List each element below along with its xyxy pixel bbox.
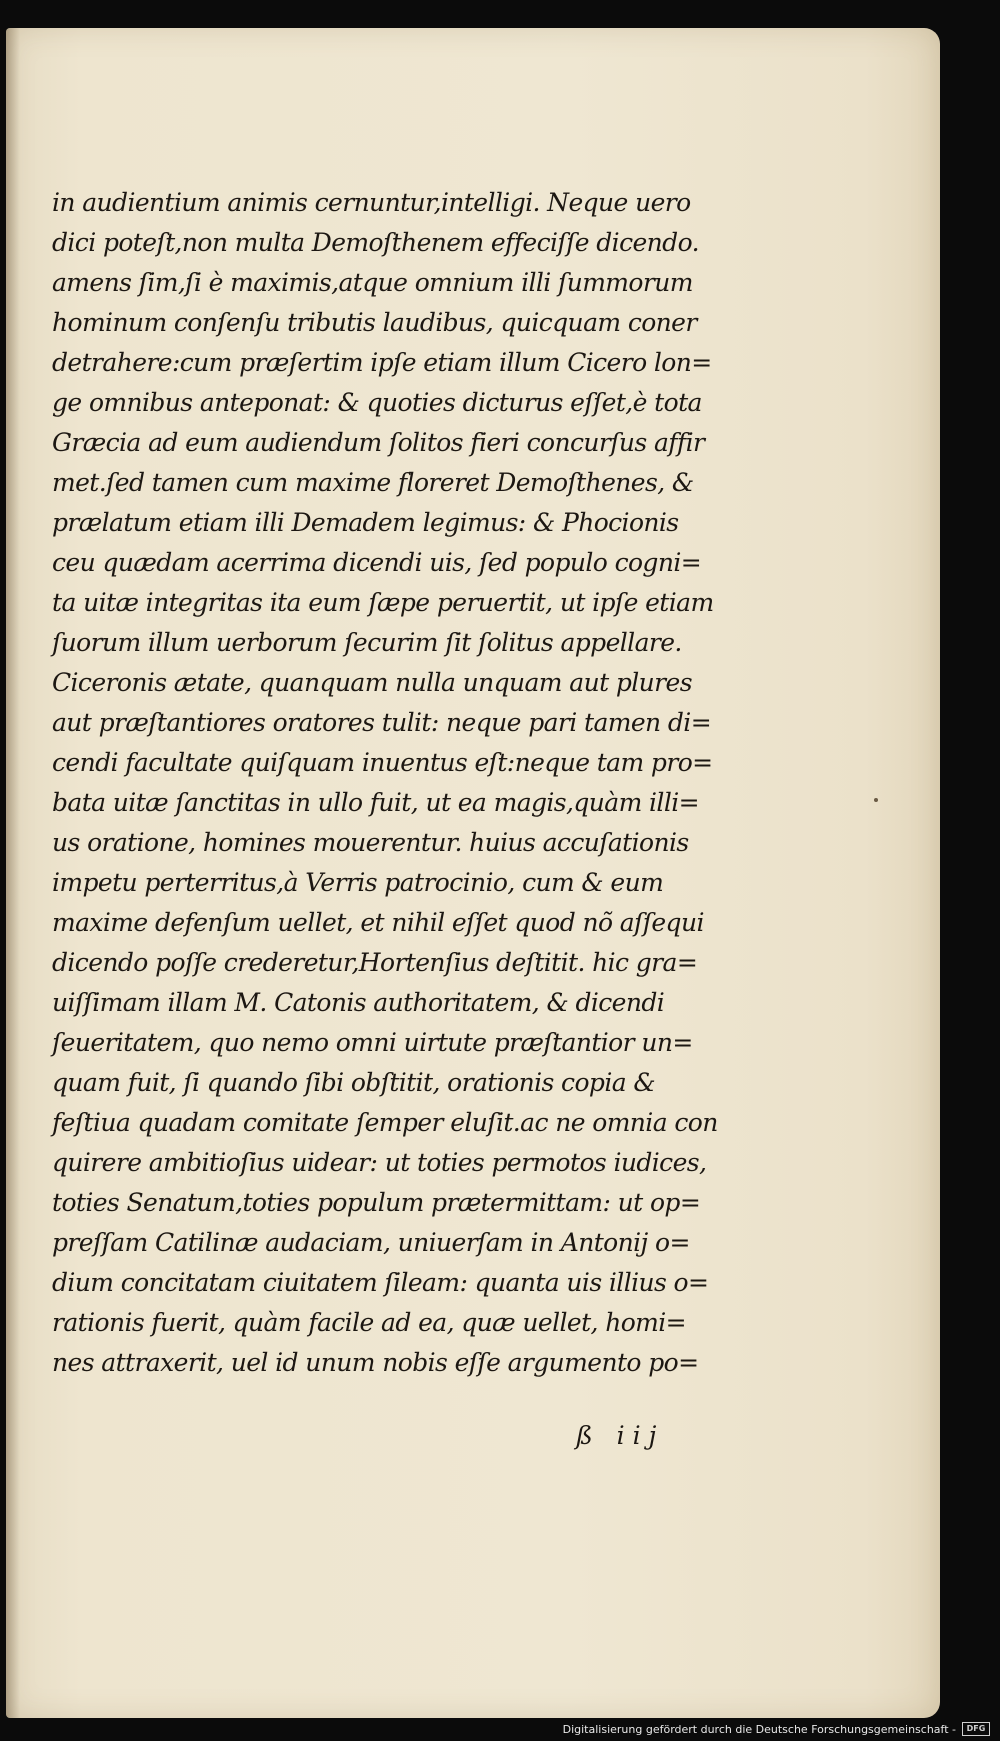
text-line: prælatum etiam illi Demadem legimus: & Phocionis xyxy=(52,508,679,537)
signature-mark: ß iij xyxy=(576,1421,665,1450)
text-line: quirere ambitioſius uidear: ut toties permotos iudices, xyxy=(52,1148,707,1177)
text-line: aut præſtantiores oratores tulit: neque pari tamen di= xyxy=(52,708,712,737)
text-line: cendi facultate quiſquam inuentus eſt:neque tam pro= xyxy=(52,748,713,777)
text-line: Ciceronis ætate, quanquam nulla unquam aut plures xyxy=(52,668,692,697)
text-line: preſſam Catilinæ audaciam, uniuerſam in Antonij o= xyxy=(52,1228,690,1257)
text-line: met.ſed tamen cum maxime floreret Demoſthenes, & xyxy=(52,468,694,497)
text-line: dicendo poſſe crederetur,Hortenſius deſtitit. hic gra= xyxy=(52,948,698,977)
text-line: ſuorum illum uerborum ſecurim ſit ſolitus appellare. xyxy=(52,628,682,657)
digitization-footer xyxy=(563,1721,990,1737)
text-line: ge omnibus anteponat: & quoties dicturus eſſet,è tota xyxy=(52,388,702,417)
text-line: impetu perterritus,à Verris patrocinio, cum & eum xyxy=(52,868,664,897)
book-page xyxy=(6,28,940,1718)
footer-credit: Digitalisierung gefördert durch die Deutsche Forschungsgemeinschaft - xyxy=(562,1722,956,1736)
text-line: ceu quædam acerrima dicendi uis, ſed populo cogni= xyxy=(52,548,702,577)
spine-shadow xyxy=(6,28,20,1718)
text-line: us oratione, homines mouerentur. huius accuſationis xyxy=(52,828,689,857)
text-line: in audientium animis cernuntur,intelligi. Neque uero xyxy=(52,188,691,217)
text-line: rationis fuerit, quàm facile ad ea, quæ uellet, homi= xyxy=(52,1308,687,1337)
text-line: quam fuit, ſi quando ſibi obſtitit, orationis copia & xyxy=(52,1068,656,1097)
text-line: dium concitatam ciuitatem ſileam: quanta uis illius o= xyxy=(52,1268,709,1297)
text-line: uiſſimam illam M. Catonis authoritatem, & dicendi xyxy=(52,988,665,1017)
text-line: feſtiua quadam comitate ſemper eluſit.ac ne omnia con xyxy=(52,1108,718,1137)
text-line: ſeueritatem, quo nemo omni uirtute præſtantior un= xyxy=(52,1028,693,1057)
page-text-block xyxy=(52,183,732,1383)
text-line: dici poteſt,non multa Demoſthenem effeciſſe dicendo. xyxy=(52,228,699,257)
text-line: ta uitæ integritas ita eum ſæpe peruertit, ut ipſe etiam xyxy=(52,588,714,617)
ink-speck xyxy=(874,798,878,802)
text-line: detrahere:cum præſertim ipſe etiam illum Cicero lon= xyxy=(52,348,712,377)
text-line: toties Senatum,toties populum prætermittam: ut op= xyxy=(52,1188,701,1217)
text-line: hominum conſenſu tributis laudibus, quicquam coner xyxy=(52,308,697,337)
text-line: Græcia ad eum audiendum ſolitos fieri concurſus affir xyxy=(52,428,705,457)
text-line: nes attraxerit, uel id unum nobis eſſe argumento po= xyxy=(52,1348,699,1377)
dfg-logo-icon: DFG xyxy=(962,1722,990,1736)
text-line: amens ſim,ſi è maximis,atque omnium illi ſummorum xyxy=(52,268,693,297)
text-line: bata uitæ ſanctitas in ullo fuit, ut ea magis,quàm illi= xyxy=(52,788,699,817)
text-line: maxime defenſum uellet, et nihil eſſet quod nõ aſſequi xyxy=(52,908,704,937)
